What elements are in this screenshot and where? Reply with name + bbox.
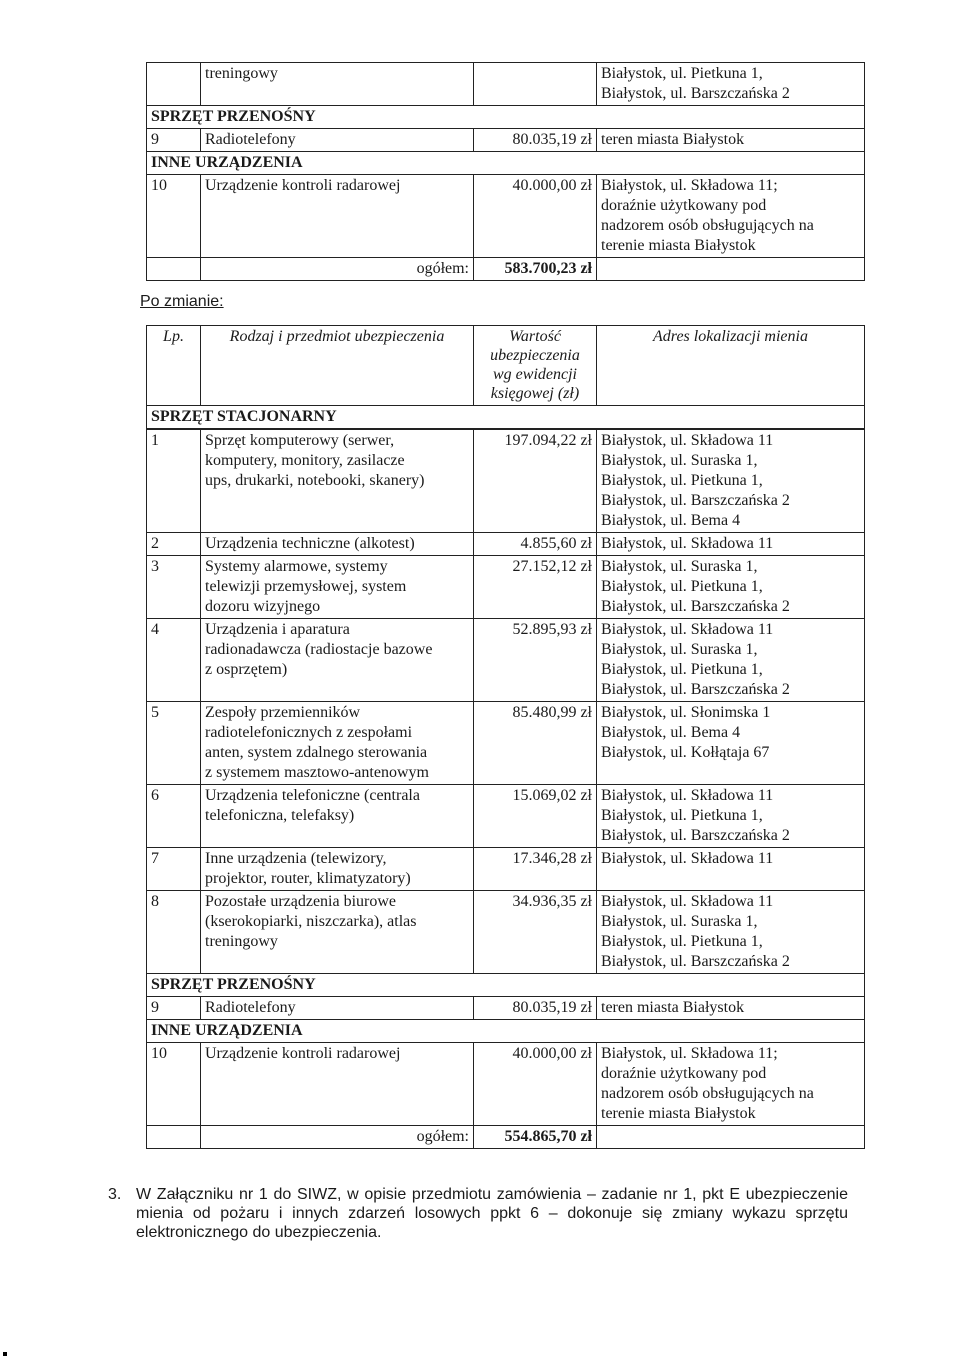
total-value: 583.700,23 zł (474, 258, 597, 281)
total-label: ogółem: (201, 258, 474, 281)
item-name (201, 785, 474, 848)
item-value: 40.000,00 zł (474, 1043, 597, 1126)
note-text: W Załączniku nr 1 do SIWZ, w opisie przedmiotu zamówienia – zadanie nr 1, pkt E ubezpieczenie mienia od pożaru i innych zdarzeń losowych ppkt 6 – dokonuje się zmiany wykazu sprzętu elektronicznego do ubezpieczenia. (136, 1186, 848, 1241)
item-name (201, 891, 474, 974)
item-address (597, 891, 865, 974)
address-line: Białystok, ul. Pietkuna 1, (601, 472, 763, 489)
address-line: terenie miasta Białystok (601, 237, 756, 254)
address-line: Białystok, ul. Barszczańska 2 (601, 85, 790, 102)
item-name-line: telewizji przemysłowej, system (205, 578, 407, 595)
address-line: Białystok, ul. Pietkuna 1, (601, 65, 763, 82)
section-title: SPRZĘT STACJONARNY (147, 406, 865, 429)
row-number: 6 (147, 785, 201, 848)
item-address (597, 175, 865, 258)
total-row (147, 1126, 865, 1149)
item-value: 80.035,19 zł (474, 129, 597, 152)
section-row (147, 406, 865, 429)
section-title: INNE URZĄDZENIA (147, 152, 865, 175)
row-number: 9 (147, 129, 201, 152)
address-line: Białystok, ul. Barszczańska 2 (601, 492, 790, 509)
item-name-line: ups, drukarki, notebooki, skanery) (205, 472, 425, 489)
table-row (147, 785, 865, 848)
item-name (201, 702, 474, 785)
section-row (147, 106, 865, 129)
address-line: Białystok, ul. Składowa 11 (601, 787, 774, 804)
address-line: Białystok, ul. Słonimska 1 (601, 704, 771, 721)
item-address (597, 848, 865, 891)
address-line: Białystok, ul. Pietkuna 1, (601, 933, 763, 950)
address-line: nadzorem osób obsługujących na (601, 1085, 814, 1102)
item-name-line: treningowy (205, 933, 278, 950)
address-line: Białystok, ul. Składowa 11; (601, 1045, 778, 1062)
item-name-line: komputery, monitory, zasilacze (205, 452, 405, 469)
item-name-line: Zespoły przemienników (205, 704, 361, 721)
item-name-line: z osprzętem) (205, 661, 288, 678)
address-line: doraźnie użytkowany pod (601, 1065, 767, 1082)
item-name: Radiotelefony (201, 997, 474, 1020)
po-zmianie-label: Po zmianie: (140, 293, 224, 310)
header-row (147, 326, 865, 406)
item-value: 27.152,12 zł (474, 556, 597, 619)
address-line: Białystok, ul. Barszczańska 2 (601, 827, 790, 844)
section-title: SPRZĘT PRZENOŚNY (147, 106, 865, 129)
address-line: doraźnie użytkowany pod (601, 197, 767, 214)
item-name (201, 430, 474, 533)
address-line: Białystok, ul. Składowa 11 (601, 535, 774, 552)
item-name-line: Urządzenia telefoniczne (centrala (205, 787, 420, 804)
header-address: Adres lokalizacji mienia (597, 326, 865, 406)
table-row (147, 891, 865, 974)
row-number: 10 (147, 175, 201, 258)
address-line: Białystok, ul. Pietkuna 1, (601, 807, 763, 824)
item-value: 15.069,02 zł (474, 785, 597, 848)
address-line: Białystok, ul. Składowa 11 (601, 893, 774, 910)
item-value: 85.480,99 zł (474, 702, 597, 785)
address-line: Białystok, ul. Suraska 1, (601, 558, 758, 575)
item-name: Radiotelefony (201, 129, 474, 152)
item-name-line: radionadawcza (radiostacje bazowe (205, 641, 433, 658)
row-number: 7 (147, 848, 201, 891)
table-row (147, 129, 865, 152)
item-value: 40.000,00 zł (474, 175, 597, 258)
row-number: 9 (147, 997, 201, 1020)
item-name-line: Sprzęt komputerowy (serwer, (205, 432, 395, 449)
table-row (147, 430, 865, 533)
row-number: 3 (147, 556, 201, 619)
item-address (597, 63, 865, 106)
item-name: Urządzenie kontroli radarowej (201, 1043, 474, 1126)
item-address (597, 785, 865, 848)
address-line: Białystok, ul. Barszczańska 2 (601, 598, 790, 615)
address-line: terenie miasta Białystok (601, 1105, 756, 1122)
address-line: Białystok, ul. Bema 4 (601, 512, 741, 529)
item-name-line: Systemy alarmowe, systemy (205, 558, 388, 575)
section-title: INNE URZĄDZENIA (147, 1020, 865, 1043)
item-name (201, 533, 474, 556)
address-line: Białystok, ul. Składowa 11 (601, 621, 774, 638)
item-address (597, 430, 865, 533)
section-row (147, 1020, 865, 1043)
item-name (201, 848, 474, 891)
item-name-line: projektor, router, klimatyzatory) (205, 870, 411, 887)
section-title: SPRZĘT PRZENOŚNY (147, 974, 865, 997)
item-name-line: Inne urządzenia (telewizory, (205, 850, 387, 867)
main-table (146, 325, 865, 429)
total-row (147, 258, 865, 281)
address-line: Białystok, ul. Składowa 11; (601, 177, 778, 194)
item-value (474, 63, 597, 106)
table-row (147, 997, 865, 1020)
address-line: Białystok, ul. Barszczańska 2 (601, 953, 790, 970)
item-name: Urządzenie kontroli radarowej (201, 175, 474, 258)
item-address: teren miasta Białystok (597, 997, 865, 1020)
item-value: 197.094,22 zł (474, 430, 597, 533)
address-line: Białystok, ul. Składowa 11 (601, 432, 774, 449)
table-row (147, 702, 865, 785)
item-address (597, 129, 865, 152)
row-number: 2 (147, 533, 201, 556)
table-row (147, 619, 865, 702)
item-address (597, 702, 865, 785)
address-line: Białystok, ul. Suraska 1, (601, 452, 758, 469)
note-number: 3. (108, 1186, 122, 1203)
item-address (597, 619, 865, 702)
top-table (146, 62, 865, 281)
item-name-line: anten, system zdalnego sterowania (205, 744, 428, 761)
address-line: Białystok, ul. Pietkuna 1, (601, 578, 763, 595)
table-row (147, 63, 865, 106)
address-line: Białystok, ul. Suraska 1, (601, 913, 758, 930)
section-row (147, 974, 865, 997)
section-row (147, 152, 865, 175)
row-number: 5 (147, 702, 201, 785)
scan-mark (3, 1352, 7, 1356)
item-name-line: Urządzenia i aparatura (205, 621, 350, 638)
main-table-rows (146, 429, 865, 1149)
address-line: Białystok, ul. Bema 4 (601, 724, 741, 741)
item-address (597, 533, 865, 556)
item-address (597, 1043, 865, 1126)
item-name-line: (kserokopiarki, niszczarka), atlas (205, 913, 417, 930)
address-line: Białystok, ul. Barszczańska 2 (601, 681, 790, 698)
item-name-line: dozoru wizyjnego (205, 598, 321, 615)
item-name (201, 556, 474, 619)
row-number: 10 (147, 1043, 201, 1126)
table-row (147, 848, 865, 891)
item-name-line: Urządzenia techniczne (alkotest) (205, 535, 415, 552)
header-value: Wartość ubezpieczenia wg ewidencji księgowej (zł) (474, 326, 597, 406)
header-type: Rodzaj i przedmiot ubezpieczenia (201, 326, 474, 406)
table-row (147, 175, 865, 258)
address-line: teren miasta Białystok (601, 131, 745, 148)
total-value: 554.865,70 zł (474, 1126, 597, 1149)
item-value: 52.895,93 zł (474, 619, 597, 702)
row-number: 4 (147, 619, 201, 702)
address-line: Białystok, ul. Kołłątaja 67 (601, 744, 770, 761)
item-name-line: radiotelefonicznych z zespołami (205, 724, 413, 741)
item-name-line: z systemem masztowo-antenowym (205, 764, 429, 781)
table-row (147, 1043, 865, 1126)
row-number: 1 (147, 430, 201, 533)
item-value: 17.346,28 zł (474, 848, 597, 891)
item-name-line: telefoniczna, telefaksy) (205, 807, 355, 824)
address-line: Białystok, ul. Suraska 1, (601, 641, 758, 658)
table-row (147, 533, 865, 556)
item-value: 80.035,19 zł (474, 997, 597, 1020)
row-number: 8 (147, 891, 201, 974)
item-value: 34.936,35 zł (474, 891, 597, 974)
item-value: 4.855,60 zł (474, 533, 597, 556)
item-address (597, 556, 865, 619)
item-name: treningowy (201, 63, 474, 106)
total-label: ogółem: (201, 1126, 474, 1149)
address-line: nadzorem osób obsługujących na (601, 217, 814, 234)
item-name (201, 619, 474, 702)
address-line: Białystok, ul. Składowa 11 (601, 850, 774, 867)
table-row (147, 556, 865, 619)
header-lp: Lp. (147, 326, 201, 406)
address-line: Białystok, ul. Pietkuna 1, (601, 661, 763, 678)
item-name-line: Pozostałe urządzenia biurowe (205, 893, 397, 910)
